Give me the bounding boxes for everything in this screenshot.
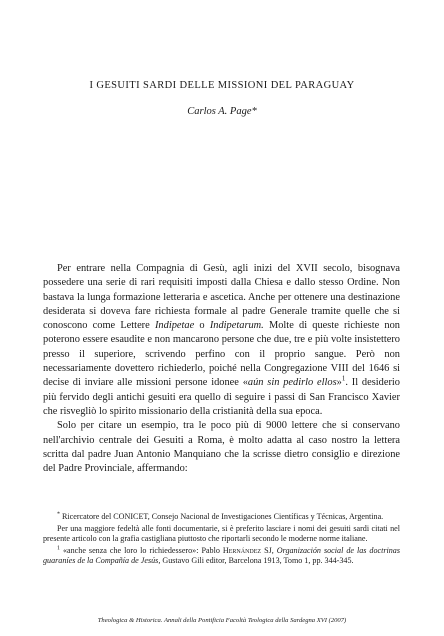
footnote-author xyxy=(43,512,400,523)
footnote-star-mark: * xyxy=(57,511,60,518)
article-author: Carlos A. Page* xyxy=(187,106,257,117)
paragraph-1-part: Per entrare nella Compagnia di Gesù, agli inizi del XVII secolo, bisognava possedere una serie di rari requisiti imposti dalla Chiesa e dallo stesso Ordine. Non bastava la lunga formazione letteraria e ascetica. Anche per ottenere una destinazione desiderata si doveva fare richiesta formale al padre Generale tramite quelle che si conoscono come Lettere xyxy=(43,263,400,332)
paragraph-1-part: o xyxy=(194,320,210,332)
footnote-author-text: Ricercatore del CONICET, Consejo Nacional de Investigaciones Científicas y Técnicas, Argentina. xyxy=(62,512,384,521)
footnote-1 xyxy=(43,546,400,567)
italic-term: Indipetarum. xyxy=(209,320,264,332)
article-title: I GESUITI SARDI DELLE MISSIONI DEL PARAGUAY xyxy=(89,80,355,91)
paragraph-1 xyxy=(43,262,400,419)
footnote-1-title: Organización social de las doctrinas guaraníes de la Compañía de Jesús, xyxy=(43,545,400,566)
paragraph-2: Solo per citare un esempio, tra le poco più di 9000 lettere che si conservano nell'archivio centrale dei Gesuiti a Roma, è molto adatta al caso nostro la lettera scritta dal padre Juan Antonio Manquiano che la scrisse dietro consiglio e direzione del Padre Provinciale, affermando: xyxy=(43,420,400,475)
footnotes xyxy=(43,512,400,568)
paragraph-1-part: . Il desiderio più fervido degli antichi gesuiti era quello di seguire i passi di San Francisco Xavier che risvegliò lo spirito missionario della cristianità della sua epoca. xyxy=(43,377,400,417)
footnote-1-author: Hernández xyxy=(222,545,262,555)
paragraph-1-part: Molte di queste richieste non poterono essere esaudite e non mancarono persone che due, tre e più volte insistettero presso il superiore, scrivendo perfino con il proprio sangue. Però non necessariamente dovettero richiederlo, poiché nella Congregazione VIII del 1646 si decise di inviare alle missioni persone idonee « xyxy=(43,320,401,389)
footnote-1-part: «anche senza che loro lo richiedessero»: Pablo xyxy=(63,545,223,555)
italic-term: Indipetae xyxy=(154,320,195,332)
paragraph-1-part: » xyxy=(336,377,342,389)
footnote-1-part: SJ, xyxy=(261,545,277,555)
article-body xyxy=(43,262,400,476)
footnote-1-mark: 1 xyxy=(57,545,60,552)
footnote-transliteration: Per una maggiore fedeltà alle fonti documentarie, si è preferito lasciare i nomi dei gesuiti sardi citati nel presente articolo con la grafia castigliana piuttosto che riportarli secondo le moderne norme italiane. xyxy=(43,523,400,544)
journal-footer: Theologica & Historica. Annali della Pontificia Facoltà Teologica della Sardegna XVI (2007) xyxy=(97,617,347,624)
italic-quote: aún sin pedirlo ellos xyxy=(247,377,337,389)
footnote-1-part: Gustavo Gili editor, Barcelona 1913, Tomo 1, pp. 344-345. xyxy=(160,556,354,566)
footnote-ref-1[interactable]: 1 xyxy=(341,374,346,383)
